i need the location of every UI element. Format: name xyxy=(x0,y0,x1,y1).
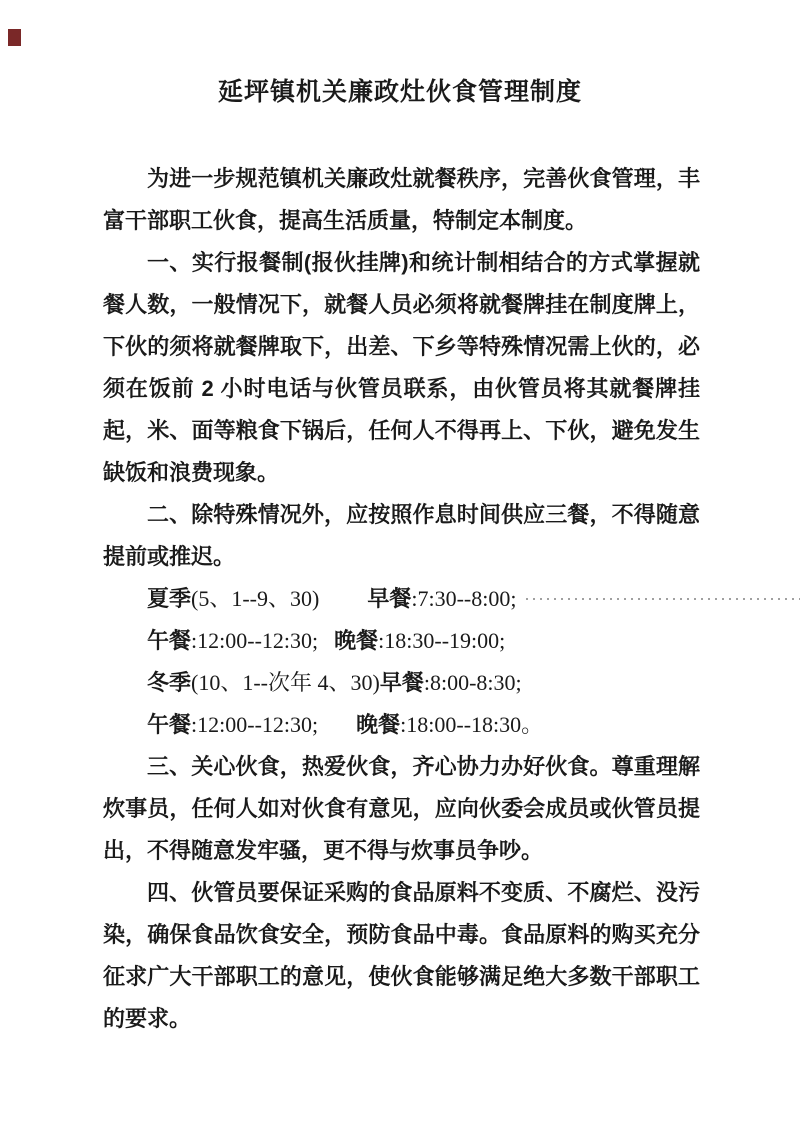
paragraph-rule-1: 一、实行报餐制(报伙挂牌)和统计制相结合的方式掌握就餐人数，一般情况下，就餐人员必须将就餐牌挂在制度牌上，下伙的须将就餐牌取下，出差、下乡等特殊情况需上伙的，必须在饭前 2 小时电话与伙管员联系，由伙管员将其就餐牌挂起，米、面等粮食下锅后，任何人不得再上、下伙，避免发生缺饭和浪费现象。 xyxy=(103,250,700,485)
paragraph-rule-3: 三、关心伙食，热爱伙食，齐心协力办好伙食。尊重理解炊事员，任何人如对伙食有意见，应向伙委会成员或伙管员提出，不得随意发牢骚，更不得与炊事员争吵。 xyxy=(103,754,700,863)
winter-lunch-time: :12:00--12:30; xyxy=(191,712,319,737)
corner-mark xyxy=(8,29,21,46)
summer-breakfast-label: 早餐 xyxy=(367,586,412,611)
document-title: 延坪镇机关廉政灶伙食管理制度 xyxy=(217,78,582,106)
schedule-row-winter xyxy=(103,662,700,704)
summer-lunch-label: 午餐 xyxy=(147,628,192,653)
winter-dinner-label: 晚餐 xyxy=(356,712,401,737)
winter-season-label: 冬季 xyxy=(147,670,192,695)
winter-lunch-label: 午餐 xyxy=(147,712,192,737)
summer-lunch-time: :12:00--12:30; xyxy=(191,628,319,653)
paragraph-intro: 为进一步规范镇机关廉政灶就餐秩序，完善伙食管理，丰富干部职工伙食，提高生活质量，特制定本制度。 xyxy=(103,166,700,233)
dotted-leader-line xyxy=(526,598,800,600)
summer-season-dates: (5、1--9、30) xyxy=(191,586,320,611)
document-body xyxy=(103,158,700,1040)
schedule-row-summer xyxy=(103,578,800,620)
schedule-row-summer-meals xyxy=(103,620,700,662)
summer-dinner-time: :18:30--19:00; xyxy=(378,628,506,653)
summer-dinner-label: 晚餐 xyxy=(334,628,379,653)
winter-dinner-time: :18:00--18:30。 xyxy=(400,712,544,737)
winter-season-dates: (10、1--次年 4、30) xyxy=(191,670,380,695)
paragraph-rule-2: 二、除特殊情况外，应按照作息时间供应三餐，不得随意提前或推迟。 xyxy=(103,502,700,569)
paragraph-rule-4: 四、伙管员要保证采购的食品原料不变质、不腐烂、没污染，确保食品饮食安全，预防食品中毒。食品原料的购买充分征求广大干部职工的意见，使伙食能够满足绝大多数干部职工的要求。 xyxy=(103,880,700,1031)
summer-season-label: 夏季 xyxy=(147,586,192,611)
summer-breakfast-time: :7:30--8:00; xyxy=(411,586,517,611)
winter-breakfast-label: 早餐 xyxy=(379,670,424,695)
winter-breakfast-time: :8:00-8:30; xyxy=(423,670,522,695)
schedule-row-winter-meals xyxy=(103,704,700,746)
